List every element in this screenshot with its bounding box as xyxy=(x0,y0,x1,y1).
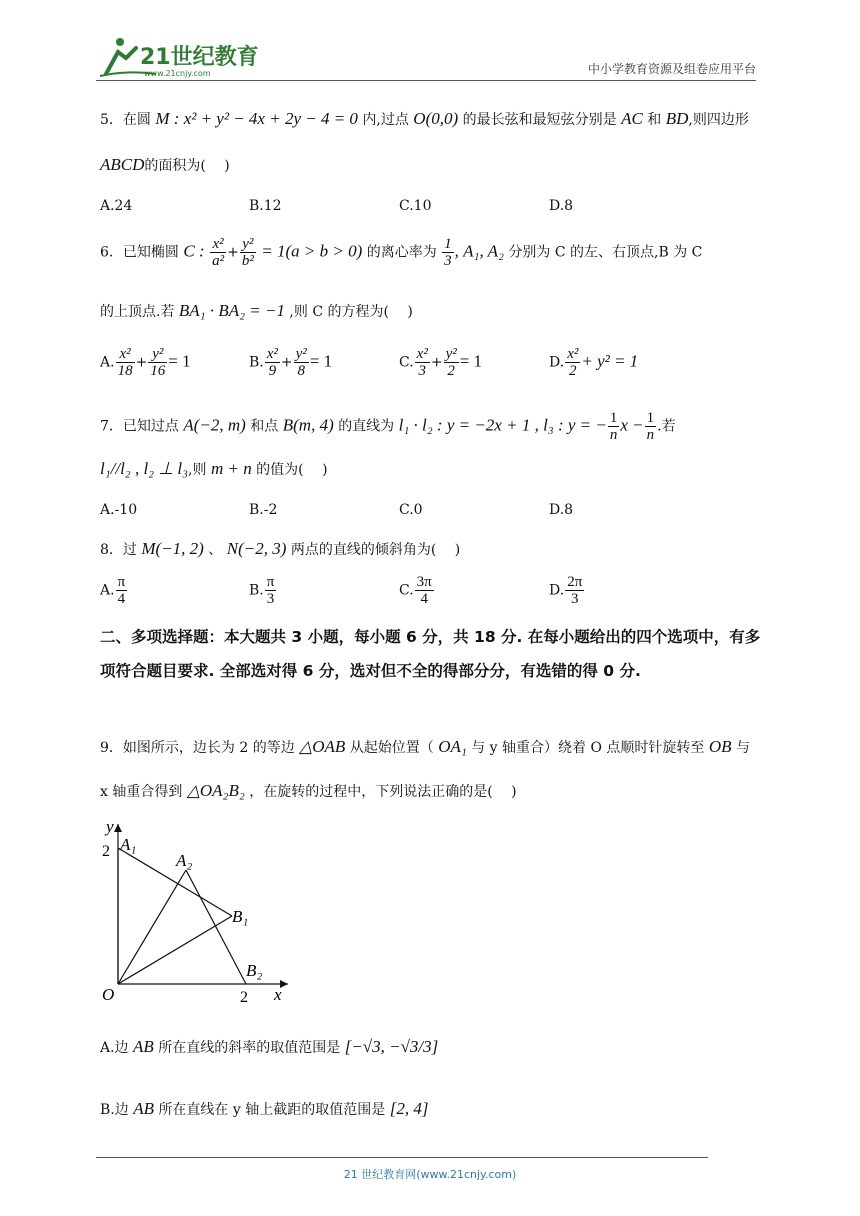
header-divider xyxy=(96,80,756,81)
q6-option-a: A. $\frac{\text{x²}}{18}$ + $\frac{\text{y²}}{16}$ = 1 xyxy=(100,346,191,379)
svg-text:www.21cnjy.com: www.21cnjy.com xyxy=(144,69,211,78)
svg-text:B₂: B₂ xyxy=(246,961,263,980)
q7-line2: l₁//l₂ , l₂ ⊥ l₃,则 m + n 的值为( ) xyxy=(100,459,328,478)
q5-line2: ABCD的面积为( ) xyxy=(100,155,230,174)
svg-text:A₁: A₁ xyxy=(120,835,137,854)
q7-option-d: D.8 xyxy=(549,502,574,518)
q8-option-d: D. $\frac{2\pi}{3}$ xyxy=(549,574,583,607)
svg-text:21世纪教育: 21世纪教育 xyxy=(140,45,259,70)
q8-line1: 8．过 M(−1, 2) 、 N(−2, 3) 两点的直线的倾斜角为( ) xyxy=(100,539,461,558)
q7-option-b: B.-2 xyxy=(249,502,278,518)
q5-option-b: B.12 xyxy=(249,198,282,214)
q8-option-b: B. $\frac{\pi}{3}$ xyxy=(249,574,275,607)
q9-line2: x 轴重合得到 △OA₂B₂ ，在旋转的过程中，下列说法正确的是( ) xyxy=(100,781,517,800)
platform-name: 中小学教育资源及组卷应用平台 xyxy=(587,62,756,76)
q8-option-a: A. $\frac{\pi}{4}$ xyxy=(100,574,126,607)
svg-text:x: x xyxy=(274,985,282,1004)
q9-option-b: B.边 AB 所在直线在 y 轴上截距的取值范围是 [2, 4] xyxy=(100,1099,429,1118)
q6-line2: 的上顶点.若 BA₁ · BA₂ = −1 ,则 C 的方程为( ) xyxy=(100,301,413,320)
q6-option-c: C. $\frac{\text{x²}}{3}$ + $\frac{\text{y²}}{2}$ = 1 xyxy=(399,346,483,379)
q6-option-b: B. $\frac{\text{x²}}{9}$ + $\frac{\text{y²}}{8}$ = 1 xyxy=(249,346,333,379)
q9-option-a: A.边 AB 所在直线的斜率的取值范围是 [−√3, −√3/3] xyxy=(100,1037,439,1056)
footer-link[interactable]: 21 世纪教育网(www.21cnjy.com) xyxy=(343,1168,517,1181)
svg-text:2: 2 xyxy=(240,989,248,1006)
q7-option-c: C.0 xyxy=(399,502,423,518)
site-logo xyxy=(96,34,266,80)
svg-text:y: y xyxy=(106,818,114,836)
rotation-figure xyxy=(98,818,298,1008)
q6-option-d: D. $\frac{\text{x²}}{2}$ + y² = 1 xyxy=(549,346,639,379)
q7-option-a: A.-10 xyxy=(100,502,138,518)
svg-text:O: O xyxy=(102,985,115,1004)
q5-option-a: A.24 xyxy=(100,198,133,214)
q6-line1: 6．已知椭圆 C : $\frac{\text{x²}}{\text{a²}}$ + $\frac{\text{y²}}{\text{b²}}$ = 1(a > b > 0) 的离心率为 $\frac{1}{3}$ , A₁, A₂ 分别为 C 的左、右顶点,B 为 C xyxy=(100,236,703,269)
q8-option-c: C. $\frac{3\pi}{4}$ xyxy=(399,574,432,607)
q7-line1: 7．已知过点 A(−2, m) 和点 B(m, 4) 的直线为 l₁ · l₂ : y = −2x + 1 , l₃ : y = − $\frac{1}{n}$ x − $\frac{1}{n}$ .若 xyxy=(100,410,676,443)
section-2-heading: 二、多项选择题：本大题共 3 小题，每小题 6 分，共 18 分. 在每小题给出的四个选项中，有多项符合题目要求. 全部选对得 6 分，选对但不全的得部分分，有选错的得 0 分. xyxy=(100,628,761,680)
q5-line1: 5．在圆 M : x² + y² − 4x + 2y − 4 = 0 内,过点 O(0,0) 的最长弦和最短弦分别是 AC 和 BD,则四边形 xyxy=(100,109,749,128)
svg-text:2: 2 xyxy=(102,843,110,860)
q9-line1: 9．如图所示，边长为 2 的等边 △OAB 从起始位置（ OA₁ 与 y 轴重合）绕着 O 点顺时针旋转至 OB 与 xyxy=(100,737,750,756)
svg-text:B₁: B₁ xyxy=(232,907,249,926)
svg-text:A₂: A₂ xyxy=(176,851,193,870)
footer-divider xyxy=(96,1157,708,1158)
q5-option-c: C.10 xyxy=(399,198,432,214)
q5-option-d: D.8 xyxy=(549,198,574,214)
